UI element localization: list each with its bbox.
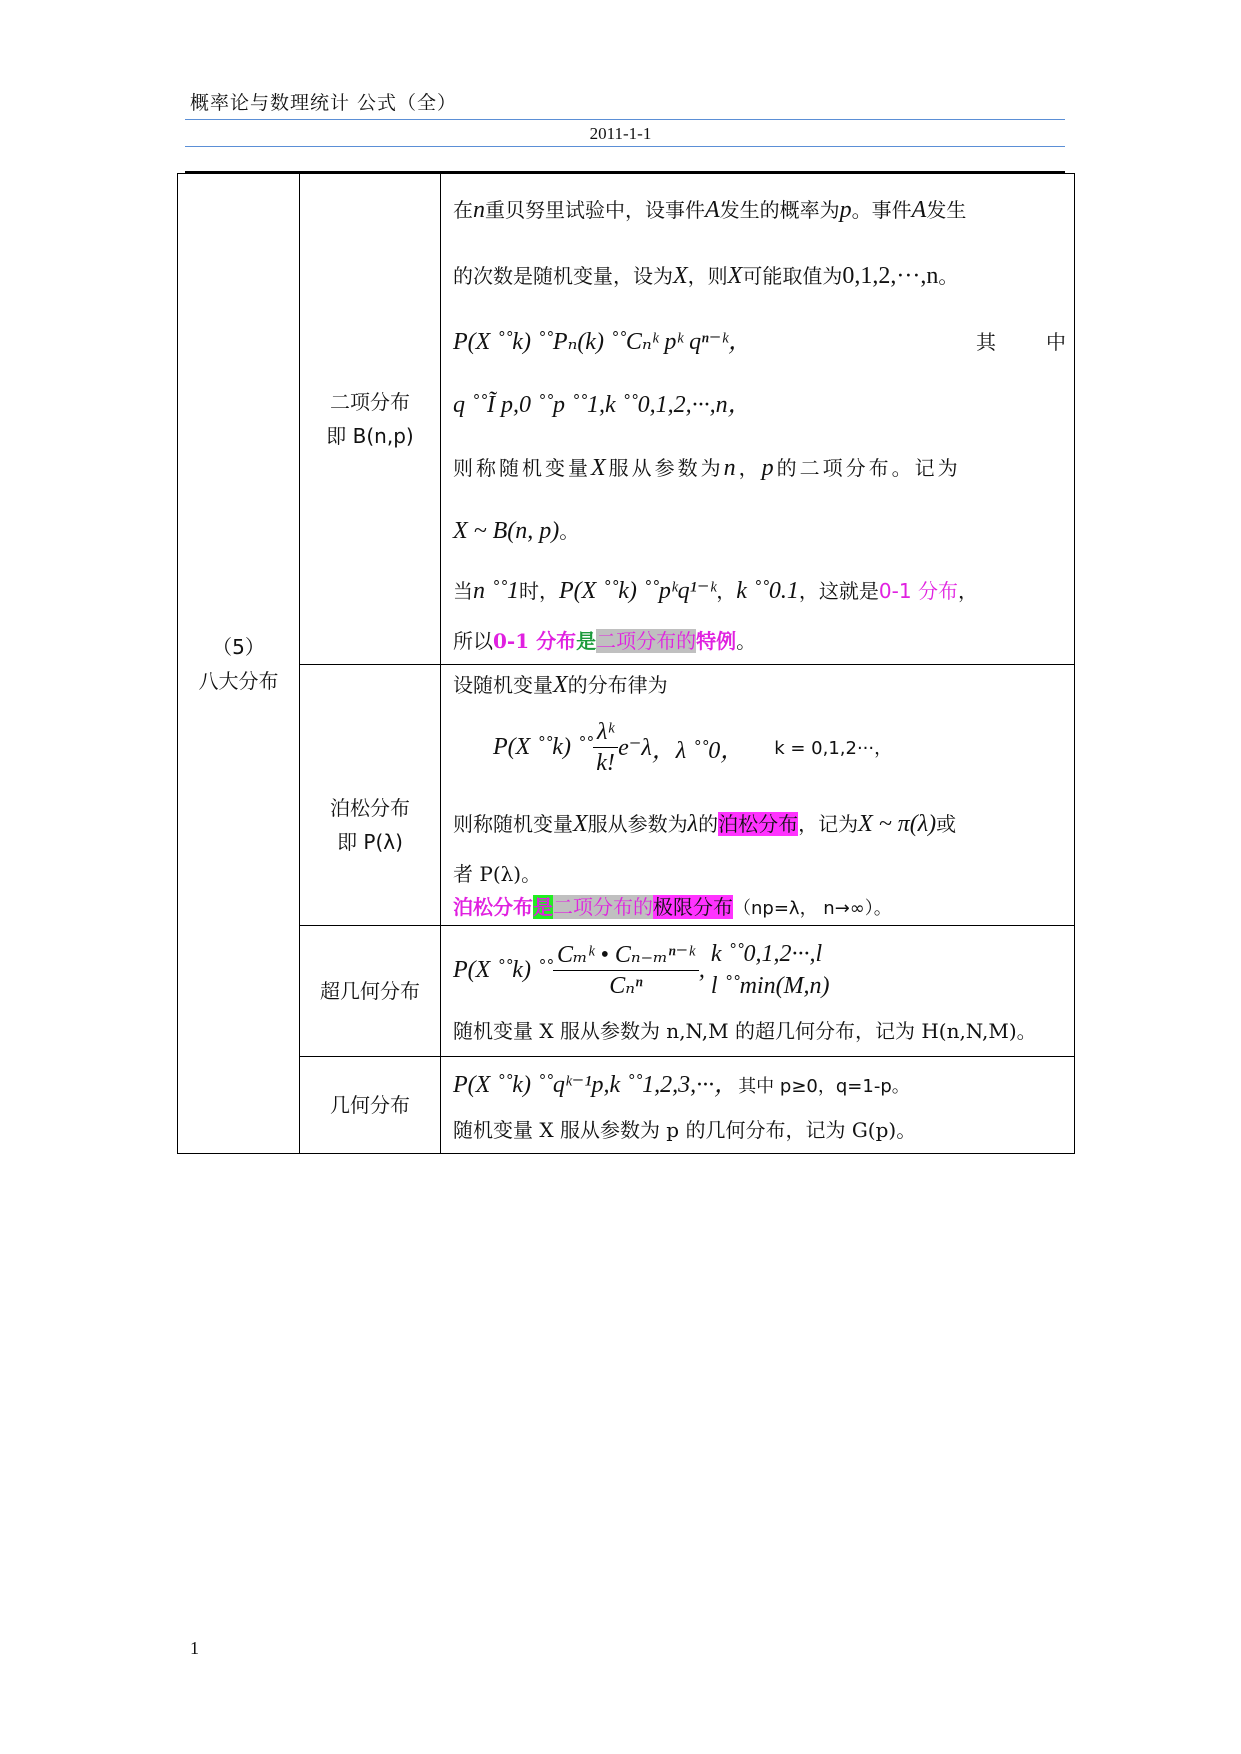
hypergeometric-content: [441, 926, 1075, 1057]
geometric-description: 随机变量 X 服从参数为 p 的几何分布，记为 G(p)。: [453, 1118, 917, 1142]
table-row-geometric: [178, 1057, 1075, 1154]
hypergeometric-formula: P(X ˚˚k) ˚˚ $\frac{\text{Cₘᵏ • Cₙ₋ₘⁿ⁻ᵏ}}{\text{Cₙⁿ}}$ , k ˚˚0,1,2···,l l ˚˚min(M,n): [453, 930, 1066, 1010]
binomial-line-7: 当n ˚˚1时，P(X ˚˚k) ˚˚pᵏq¹⁻ᵏ，k ˚˚0.1，这就是0-1 分布，: [453, 578, 978, 604]
poisson-fraction: $\frac{\text{λᵏ}}{k!}$: [593, 717, 618, 778]
poisson-formula: P(X ˚˚k) ˚˚ $\frac{\text{λᵏ}}{k!}$ e⁻λ ，λ ˚˚0， k = 0,1,2···，: [493, 718, 893, 776]
section-name: 八大分布: [198, 668, 279, 693]
binomial-line-1: 在n重贝努里试验中，设事件A发生的概率为p。事件A发生: [453, 197, 967, 223]
hypergeometric-description: 随机变量 X 服从参数为 n,N,M 的超几何分布，记为 H(n,N,M)。: [453, 1019, 1037, 1043]
header-divider: [185, 119, 1065, 120]
table-row-poisson: [178, 665, 1075, 926]
poisson-line-4: 者 P(λ)。: [453, 862, 542, 886]
binomial-line-2: 的次数是随机变量，设为X，则X可能取值为0,1,2,···,n。: [453, 263, 959, 289]
hypergeometric-fraction: $\frac{\text{Cₘᵏ • Cₙ₋ₘⁿ⁻ᵏ}}{\text{Cₙⁿ}}$: [553, 940, 699, 1001]
geometric-content: [441, 1057, 1075, 1154]
geometric-name: 几何分布: [330, 1093, 410, 1117]
binomial-name-cell: [300, 174, 441, 665]
hypergeometric-name-cell: [300, 926, 441, 1057]
header-date: 2011-1-1: [589, 124, 652, 143]
header-divider-2: [185, 146, 1065, 147]
binomial-line-8: 所以0-1 分布是二项分布的特例。: [453, 629, 757, 653]
hypergeometric-name: 超几何分布: [320, 979, 420, 1003]
binomial-notation: 即 B(n,p): [326, 424, 414, 448]
binomial-formula: P(X ˚˚k) ˚˚Pₙ(k) ˚˚Cₙᵏ pᵏ qⁿ⁻ᵏ，: [453, 329, 753, 355]
poisson-name-cell: [300, 665, 441, 926]
section-number: （5）: [212, 634, 265, 659]
table-row-binomial: [178, 174, 1075, 665]
geometric-name-cell: [300, 1057, 441, 1154]
poisson-line-5: 泊松分布是二项分布的极限分布（np=λ， n→∞）。: [453, 895, 892, 919]
binomial-line-5: 则称随机变量X服从参数为n，p的二项分布。记为: [453, 455, 961, 481]
binomial-condition: q ˚˚Ĩ p,0 ˚˚p ˚˚1,k ˚˚0,1,2,···,n，: [453, 392, 752, 418]
table-row-hypergeometric: [178, 926, 1075, 1057]
poisson-name: 泊松分布: [330, 796, 410, 820]
binomial-name: 二项分布: [330, 390, 410, 414]
poisson-notation: 即 P(λ): [337, 830, 403, 854]
page-number: 1: [190, 1638, 199, 1658]
binomial-formula-line: P(X ˚˚k) ˚˚Pₙ(k) ˚˚Cₙᵏ pᵏ qⁿ⁻ᵏ， 其 中: [453, 309, 1066, 375]
binomial-content: [441, 174, 1075, 665]
binomial-notation-line: X ~ B(n, p)。: [453, 518, 580, 544]
poisson-line-1: 设随机变量X的分布律为: [453, 672, 668, 698]
distributions-table: [177, 173, 1075, 1154]
poisson-content: [441, 665, 1075, 926]
poisson-line-3: 则称随机变量X服从参数为λ的泊松分布，记为X ~ π(λ)或: [453, 811, 957, 837]
hypergeometric-conditions: k ˚˚0,1,2···,l l ˚˚min(M,n): [710, 941, 830, 999]
geometric-formula-line: P(X ˚˚k) ˚˚qᵏ⁻¹p,k ˚˚1,2,3,···，其中 p≥0，q=1-p。: [453, 1072, 910, 1098]
geometric-formula: P(X ˚˚k) ˚˚qᵏ⁻¹p,k ˚˚1,2,3,···，: [453, 1072, 739, 1098]
section-cell: [178, 174, 300, 1154]
document-title: 概率论与数理统计 公式（全）: [190, 92, 458, 114]
